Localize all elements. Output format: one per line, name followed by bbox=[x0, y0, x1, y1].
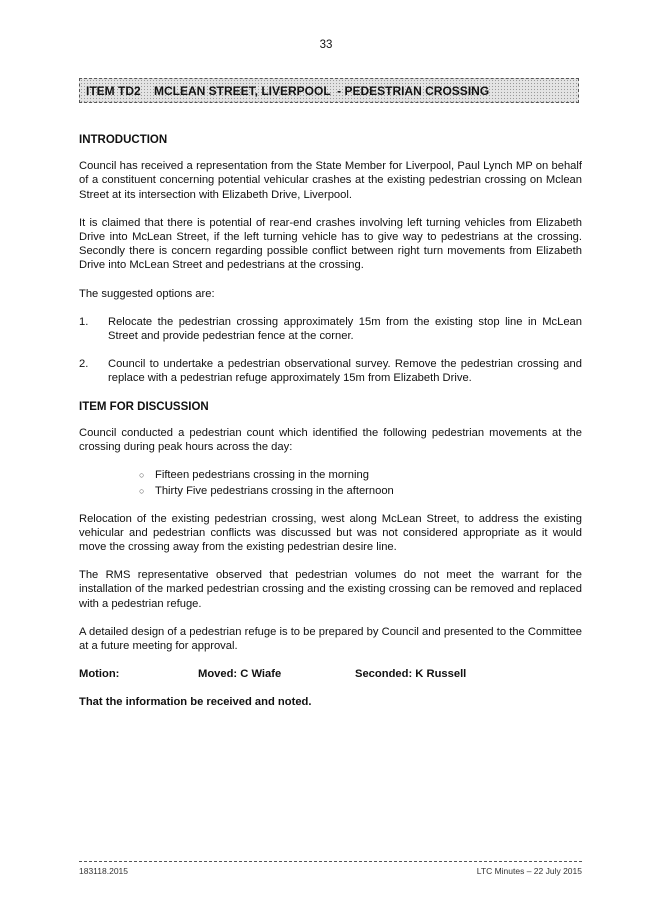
hollow-circle-bullet-icon: ○ bbox=[139, 470, 145, 481]
options-list bbox=[79, 315, 582, 386]
introduction-paragraph-2: It is claimed that there is potential of rear-end crashes involving left turning vehicles from Elizabeth Drive into McLean Street, if the left turning vehicle has to give way to pedestrians at the crossing. Secondly there is concern regarding possible conflict between right turn movements from Elizabeth Drive into McLean Street and pedestrians at the crossing. bbox=[79, 216, 582, 272]
option-number: 2. bbox=[79, 358, 89, 371]
footer-reference: 183118.2015 bbox=[79, 866, 129, 876]
discussion-paragraph-3: A detailed design of a pedestrian refuge is to be prepared by Council and presented to the Committee at a future meeting for approval. bbox=[79, 625, 582, 653]
page-footer bbox=[79, 861, 582, 875]
option-item bbox=[79, 357, 582, 385]
option-text: Relocate the pedestrian crossing approximately 15m from the existing stop line in McLean Street and provide pedestrian fence at the corner. bbox=[108, 315, 582, 343]
introduction-heading: INTRODUCTION bbox=[79, 134, 168, 146]
discussion-paragraph-2: The RMS representative observed that pedestrian volumes do not meet the warrant for the installation of the marked pedestrian crossing and the existing crossing can be removed and replaced with a pedestrian refuge. bbox=[79, 569, 582, 610]
list-item-text: Thirty Five pedestrians crossing in the afternoon bbox=[155, 485, 394, 498]
resolution: That the information be received and noted. bbox=[79, 696, 312, 709]
pedestrian-count-list bbox=[139, 468, 582, 498]
hollow-circle-bullet-icon: ○ bbox=[139, 486, 145, 497]
list-item bbox=[139, 484, 582, 498]
option-number: 1. bbox=[79, 315, 89, 328]
item-header: ITEM TD2 MCLEAN STREET, LIVERPOOL - PEDESTRIAN CROSSING bbox=[79, 78, 579, 103]
document-body bbox=[79, 133, 582, 709]
discussion-intro: Council conducted a pedestrian count which identified the following pedestrian movements at the crossing during peak hours across the day: bbox=[79, 426, 582, 454]
page-number: 33 bbox=[319, 39, 333, 51]
motion-seconded: Seconded: K Russell bbox=[355, 668, 467, 681]
motion-row bbox=[79, 667, 582, 685]
footer-title: LTC Minutes – 22 July 2015 bbox=[476, 866, 582, 876]
discussion-paragraph-1: Relocation of the existing pedestrian crossing, west along McLean Street, to address the existing vehicular and pedestrian conflicts was discussed but was not considered appropriate as it would move the crossing away from the existing pedestrian desire line. bbox=[79, 512, 582, 554]
introduction-paragraph-1: Council has received a representation from the State Member for Liverpool, Paul Lynch MP on behalf of a constituent concerning potential vehicular crashes at the existing pedestrian crossing on Mclean Street at its intersection with Elizabeth Drive, Liverpool. bbox=[79, 160, 582, 201]
option-item bbox=[79, 315, 582, 343]
discussion-heading: ITEM FOR DISCUSSION bbox=[79, 400, 209, 413]
motion-moved: Moved: C Wiafe bbox=[198, 668, 282, 681]
options-intro: The suggested options are: bbox=[79, 287, 215, 300]
motion-label: Motion: bbox=[79, 668, 120, 681]
list-item bbox=[139, 468, 582, 482]
list-item-text: Fifteen pedestrians crossing in the morning bbox=[155, 469, 369, 482]
option-text: Council to undertake a pedestrian observational survey. Remove the pedestrian crossing and replace with a pedestrian refuge approximately 15m from Elizabeth Drive. bbox=[108, 358, 582, 385]
